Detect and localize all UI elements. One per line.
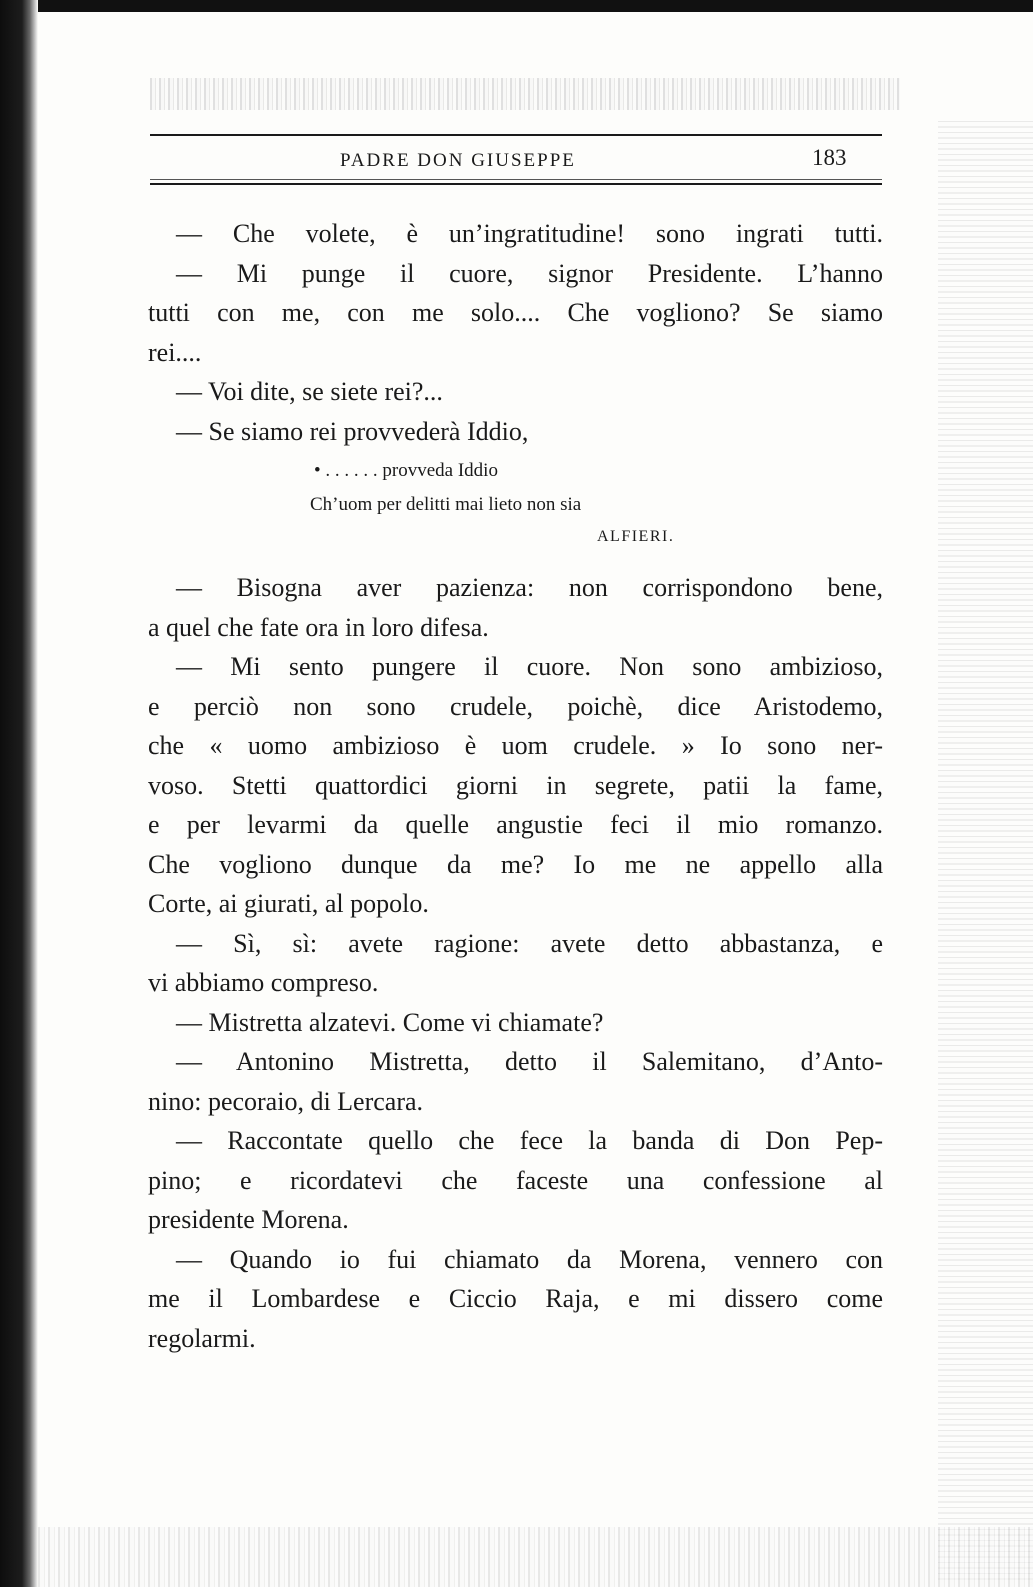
paper-grain-top [150,78,900,110]
header-rule-top [150,134,882,136]
paper-grain-right [938,120,1033,1580]
scan-binding-edge [0,0,38,1587]
text-line: pino; e ricordatevi che faceste una confessione al [148,1165,883,1195]
text-line: vi abbiamo compreso. [148,968,379,997]
text-line: — Mi sento pungere il cuore. Non sono ambizioso, [176,652,883,681]
text-line: — Bisogna aver pazienza: non corrispondono bene, [176,573,883,602]
scan-top-edge [0,0,1033,12]
text-line: e perciò non sono crudele, poichè, dice Aristodemo, [148,691,883,721]
text-line: — Raccontate quello che fece la banda di Don Pep- [176,1126,883,1155]
text-line: tutti con me, con me solo.... Che vogliono? Se siamo [148,298,883,327]
verse-quotation [148,454,883,552]
verse-author: ALFIERI. [597,528,675,545]
text-line: — Mi punge il cuore, signor Presidente. L’hanno [176,258,883,288]
body-text [148,214,883,1358]
text-line: me il Lombardese e Ciccio Raja, e mi dissero come [148,1284,883,1313]
paper-grain-bottom [38,1527,1033,1587]
page-number: 183 [812,145,847,170]
running-title: PADRE DON GIUSEPPE [340,150,576,171]
text-line: Corte, ai giurati, al popolo. [148,889,429,918]
text-line: Che vogliono dunque da me? Io me ne appello alla [148,849,883,879]
text-line: — Quando io fui chiamato da Morena, vennero con [176,1244,883,1274]
text-line: rei.... [148,337,202,367]
text-line: presidente Morena. [148,1205,349,1234]
text-line: regolarmi. [148,1323,256,1353]
text-line: — Se siamo rei provvederà Iddio, [176,416,529,446]
text-line: a quel che fate ora in loro difesa. [148,612,489,642]
text-line: — Antonino Mistretta, detto il Salemitano, d’Anto- [176,1047,883,1076]
text-line: voso. Stetti quattordici giorni in segrete, patii la fame, [148,770,883,800]
header-rule-bottom [150,183,882,185]
text-line: — Voi dite, se siete rei?... [176,377,443,406]
verse-line: Ch’uom per delitti mai lieto non sia [310,494,582,515]
text-line: che « uomo ambizioso è uom crudele. » Io sono ner- [148,731,883,760]
text-line: — Che volete, è un’ingratitudine! sono ingrati tutti. [176,219,883,248]
text-line: — Mistretta alzatevi. Come vi chiamate? [176,1007,604,1037]
text-line: e per levarmi da quelle angustie feci il mio romanzo. [148,810,883,839]
text-line: — Sì, sì: avete ragione: avete detto abbastanza, e [176,928,883,958]
header-rule-thin [150,179,882,180]
text-line: nino: pecoraio, di Lercara. [148,1086,424,1116]
verse-line: • . . . . . . provveda Iddio [314,460,498,481]
